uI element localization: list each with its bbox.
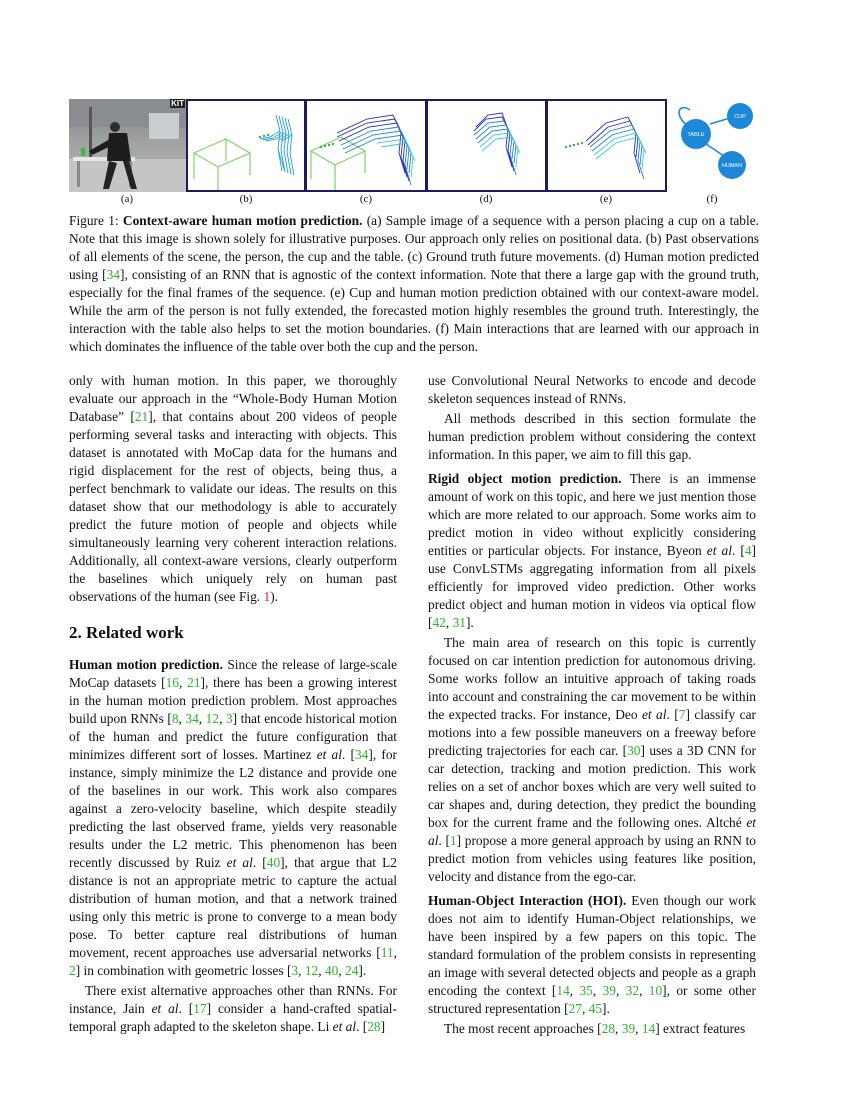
paragraph: The main area of research on this topic is currently focused on car intention prediction for autonomous driving. Some works follow an intuitive approach of taking roads into account and constraining the car movement to be within the expected tracks. For instance, Deo et al. [7] classify car motions into a few possible maneuvers on a freeway before predicting trajectories for each car. [30] uses a 3D CNN for car detection, tracking and motion prediction. This work relies on a set of anchor boxes which are very well suited to car shapes and, during detection, they predict the bounding box for the current frame and the following ones. Altché et al. [1] propose a more general approach by using an RNN to predict motion from vehicles using features like position, velocity and distance from the ego-car. (428, 635, 757, 884)
subfigure-b-past-observations (186, 99, 306, 192)
citation-link[interactable]: 12 (304, 963, 319, 978)
citation-link[interactable]: 31 (452, 615, 466, 630)
figure-caption: Figure 1: Context-aware human motion prediction. (a) Sample image of a sequence with a person placing a cup on a table. Note that this image is shown solely for illustrative purposes. Our approach only relies on positional data. (b) Past observations of all elements of the scene, the person, the cup and the table. (c) Ground truth future movements. (d) Human motion predicted using [34], consisting of an RNN that is agnostic of the context information. Note that there a large gap with the ground truth, especially for the final frames of the sequence. (e) Cup and human motion prediction obtained with our context-aware model. While the arm of the person is not fully extended, the forecasted motion highly resembles the ground truth. Interestingly, the interaction with the table also helps to set the motion boundaries. (f) Main interactions that are learned with our approach in which dominates the influence of the table over both the cup and the person. (69, 213, 759, 354)
subfigure-d-rnn-prediction (426, 99, 547, 192)
citation-link[interactable]: 21 (134, 409, 149, 424)
table-node-label: TABLE (687, 132, 705, 138)
citation-link[interactable]: 42 (432, 615, 446, 630)
paragraph: only with human motion. In this paper, we thoroughly evaluate our approach in the “Whole-Body Human Motion Database” [21], that contains about 200 videos of people performing several tasks and interacting with objects. This dataset is annotated with MoCap data for the humans and rigid displacement for the rest of objects, being thus, a perfect benchmark to validate our ideas. The results on this dataset show that our methodology is able to accurately predict the future motion of people and objects while simultaneously learning very coherent interaction relations. Additionally, all context-aware versions, clearly outperform the baselines which uniquely rely on human past observations of the human (see Fig. 1). (69, 373, 398, 604)
citation-link[interactable]: 10 (648, 983, 663, 998)
paragraph-title: Human-Object Interaction (HOI). (428, 893, 627, 908)
subfigure-f-interaction-graph (670, 96, 760, 192)
citation-link[interactable]: 34 (185, 711, 199, 726)
right-column (428, 372, 756, 1038)
citation-link[interactable]: 35 (579, 983, 593, 998)
cup-node-label: CUP (734, 114, 746, 120)
paragraph: Rigid object motion prediction. There is an immense amount of work on this topic, and here we just mention those which are more related to our approach. Some works aim to predict motion in video without explicitly considering entities or particular objects. For instance, Byeon et al. [4] use ConvLSTMs aggregating information from all pixels efficiently for improved video prediction. Other works predict object and human motion in videos via optical flow [42, 31]. (428, 471, 757, 630)
left-column (69, 372, 397, 1036)
citation-link[interactable]: 3 (291, 963, 299, 978)
subfigure-a-photo (69, 99, 186, 192)
citation-link[interactable]: 45 (588, 1001, 603, 1016)
past-observations-plot (188, 101, 304, 190)
citation-link[interactable]: 30 (627, 743, 641, 758)
citation-link[interactable]: 40 (266, 855, 281, 870)
citation-link[interactable]: 39 (602, 983, 616, 998)
kit-logo: KIT (171, 99, 184, 108)
subfigure-label-d: (d) (479, 193, 493, 205)
rnn-prediction-plot (428, 101, 545, 190)
subfigure-label-e: (e) (599, 193, 613, 205)
citation-link[interactable]: 39 (621, 1021, 636, 1036)
context-aware-prediction-plot (548, 101, 665, 190)
human-node-label: HUMAN (721, 163, 743, 169)
caption-title: Context-aware human motion prediction. (122, 213, 363, 228)
table-human-edge (706, 144, 724, 156)
section-heading: 2. Related work (69, 623, 184, 642)
paragraph: The most recent approaches [28, 39, 14] extract features (444, 1021, 746, 1036)
subfigure-label-b: (b) (239, 193, 253, 205)
citation-link[interactable]: 34 (106, 267, 120, 282)
citation-link[interactable]: 8 (171, 711, 179, 726)
citation-link[interactable]: 14 (641, 1021, 656, 1036)
paragraph: Human-Object Interaction (HOI). Even though our work does not aim to identify Human-Object relationships, we have been inspired by a few papers on this topic. The standard formulation of the problem consists in representing an image with several detected objects and people as a graph encoding the context [14, 35, 39, 32, 10], or some other structured representation [27, 45]. (428, 893, 756, 1016)
paragraph: Human motion prediction. Since the release of large-scale MoCap datasets [16, 21], there has been a growing interest in the human motion prediction problem. Most approaches build upon RNNs [8, 34, 12, 3] that encode historical motion of the human and predict the future configuration that minimizes different sort of losses. Martinez et al. [34], for instance, simply minimize the L2 distance and provide one of the baselines in our work. This work also compares against a zero-velocity baseline, which despite steadily predicting the last observed frame, yields very reasonable results under the L2 metric. This phenomenon has been recently discussed by Ruiz et al. [40], that argue that L2 distance is not an appropriate metric to capture the actual distribution of human motion, and that a network trained using only this metric is prone to converge to a mean body pose. To better capture real distributions of human movement, recent approaches use adversarial networks [11, 2] in combination with geometric losses [3, 12, 40, 24]. (69, 657, 398, 978)
citation-link[interactable]: 12 (205, 711, 220, 726)
paragraph-title: Human motion prediction. (69, 657, 223, 672)
subfigure-e-context-aware-prediction (546, 99, 667, 192)
caption-label: Figure 1: (69, 213, 119, 228)
citation-link[interactable]: 4 (744, 543, 752, 558)
paragraph: There exist alternative approaches other than RNNs. For instance, Jain et al. [17] consider a hand-crafted spatial-temporal graph adapted to the skeleton shape. Li et al. [28] (69, 983, 397, 1034)
subfigure-label-f: (f) (706, 193, 718, 205)
citation-link[interactable]: 34 (354, 747, 369, 762)
figure-link[interactable]: 1 (263, 589, 271, 604)
subfigure-c-ground-truth (305, 99, 427, 192)
paragraph: All methods described in this section formulate the human prediction problem without considering the context information. In this paper, we aim to fill this gap. (428, 411, 756, 462)
paragraph: use Convolutional Neural Networks to encode and decode skeleton sequences instead of RNNs. (428, 373, 756, 406)
citation-link[interactable]: 16 (165, 675, 179, 690)
citation-link[interactable]: 24 (345, 963, 359, 978)
cup-marker (81, 148, 85, 156)
citation-link[interactable]: 17 (193, 1001, 207, 1016)
person-placing-cup-illustration (69, 99, 186, 192)
subfigure-label-c: (c) (359, 193, 373, 205)
citation-link[interactable]: 40 (324, 963, 339, 978)
citation-link[interactable]: 14 (556, 983, 570, 998)
citation-link[interactable]: 27 (568, 1001, 582, 1016)
citation-link[interactable]: 2 (69, 963, 76, 978)
table-cup-edge (710, 118, 730, 124)
citation-link[interactable]: 1 (449, 833, 457, 848)
ground-truth-plot (307, 101, 425, 190)
citation-link[interactable]: 3 (225, 711, 233, 726)
citation-link[interactable]: 7 (678, 707, 686, 722)
paragraph-title: Rigid object motion prediction. (428, 471, 622, 486)
citation-link[interactable]: 28 (367, 1019, 381, 1034)
citation-link[interactable]: 32 (625, 983, 640, 998)
citation-link[interactable]: 21 (187, 675, 201, 690)
subfigure-label-a: (a) (120, 193, 134, 205)
citation-link[interactable]: 28 (601, 1021, 616, 1036)
citation-link[interactable]: 11 (380, 945, 394, 960)
